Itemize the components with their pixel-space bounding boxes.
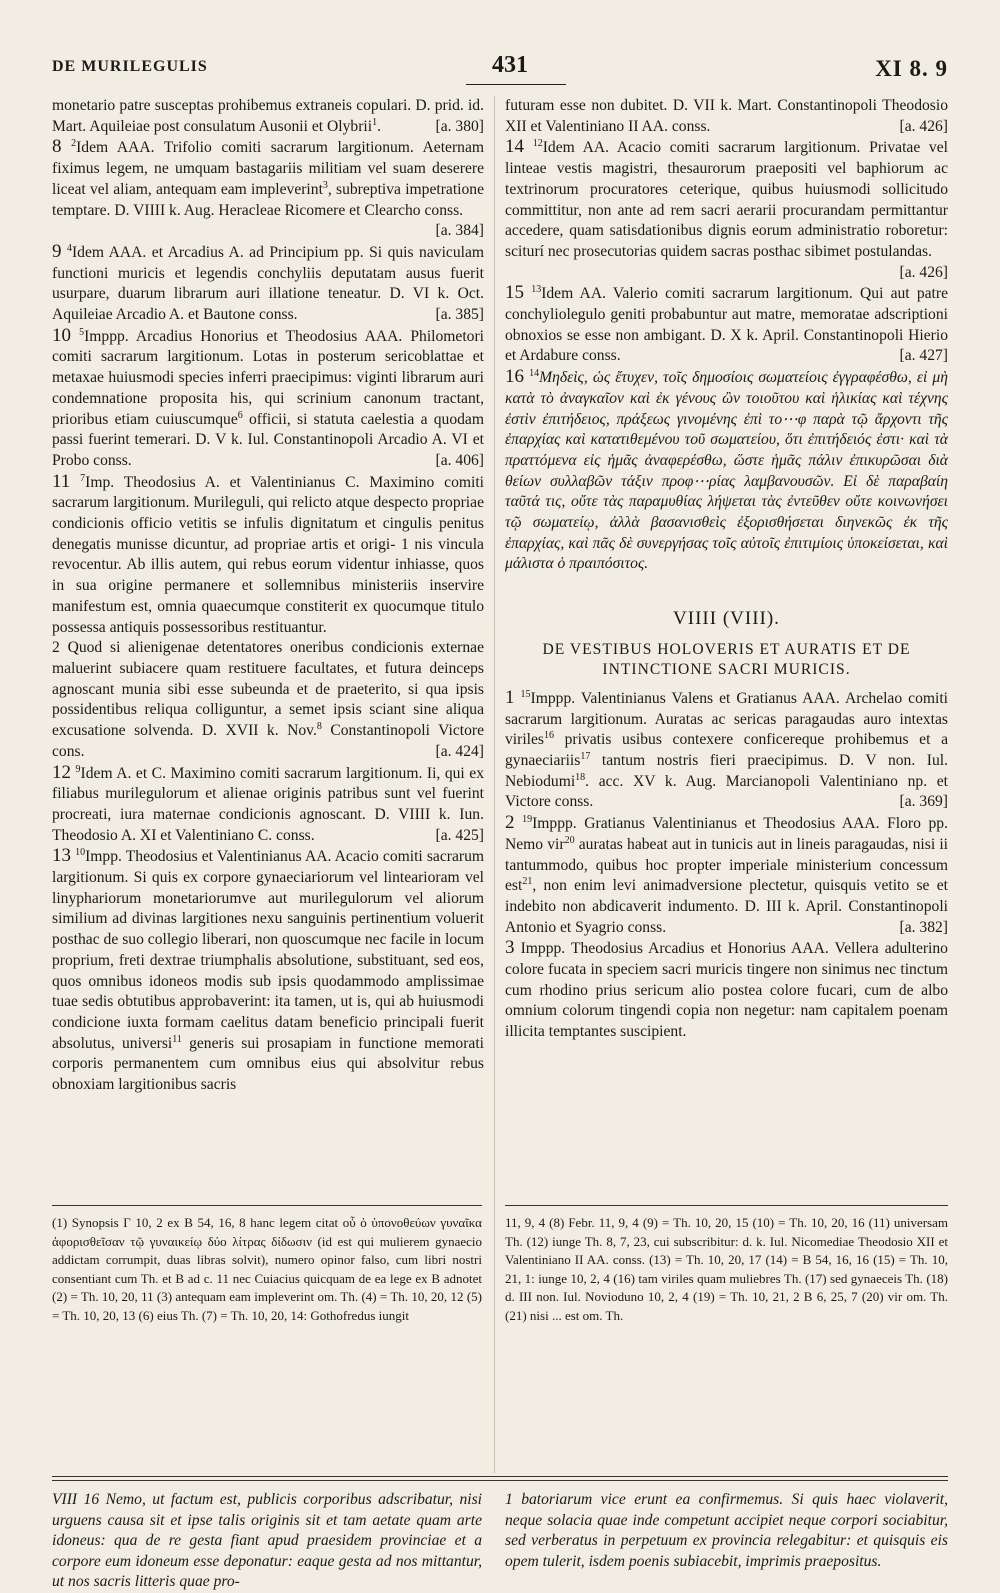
law-14: 14 $^{12}$Idem AA. Acacio comiti sacrarum largitionum. Privatae vel linteae vestis magistri, thesaurorum praepositi vel baphiorum ac textrinorum procuratores ceterique, quibus huiusmodi sollicitudo committitur, non ante ad rem sacri aerarii procurandam permittantur accedere, quam satisdationibus dignis eorum administratio roboretur: sciturí nec prosecutorias quidem sacras posthac sibimet postulandas. [a. 426] [505, 136, 948, 281]
notes-rule-right [505, 1205, 948, 1206]
left-column [52, 96, 484, 1096]
law-11-section-2: 2 Quod si alienigenae detentatores oneribus condicionis externae maluerint subiacere quam restituere facultates, et futura deinceps agnoscant munia sibi esse subeunda et de praeterito, si qua ipsis possidentibus reliqua colliguntur, a semet ipsis sciant sine aliqua excusatione solvenda. D. XVII k. Nov.$^8$ Constantinopoli Victore cons. [a. 424] [52, 639, 484, 760]
law-12: 12 $^9$Idem A. et C. Maximino comiti sacrarum largitionum. Ii, qui ex filiabus murilegulorum et alienae originis patribus sunt vel fuerint procreati, iura maternae condicionis agnoscant. D. VIIII k. Iun. Theodosio A. XI et Valentiniano C. conss. [a. 425] [52, 761, 484, 844]
footnotes-left: (1) Synopsis Γ 10, 2 ex B 54, 16, 8 hanc legem citat οὗ ὁ ὑπονοθεύων γυναῖκα ἀφορισθεῖσαν τῷ γυναικείῳ δύο λίτρας δίδωσιν (id est qui mulierem gynaecio addictam corrumpit, duas libras solvit), numero opinor falso, cum libri nostri consentiant cum Th. et B ad c. 11 nec Cuiacius quicquam de ea lege ex B adnotet (2) = Th. 10, 20, 11 (3) antequam eam impleverint om. Th. (4) = Th. 10, 20, 12 (5) = Th. 10, 20, 13 (6) eius Th. (7) = Th. 10, 20, 14: Gothofredus iungit [52, 1215, 482, 1323]
commentary-rule-top [52, 1476, 948, 1477]
section-title: VIIII (VIII). [673, 608, 780, 630]
section-subtitle: DE VESTIBUS HOLOVERIS ET AURATIS ET DE INTINCTIONE SACRI MURICIS. [542, 640, 911, 678]
law-8: 8 $^2$Idem AAA. Trifolio comiti sacrarum largitionum. Aeternam fiximus legem, ne umquam bastagariis militiam vel suam deserere liceat vel aliam, antequam eam impleverint$^3$, subreptiva impetratione temptare. D. VIIII k. Aug. Heracleae Ricomere et Clearcho conss. [a. 384] [52, 136, 485, 240]
law-16: 16 $^{14}$Μηδεὶς, ὡς ἔτυχεν, τοῖς δημοσίοις σωματείοις ἐγγραφέσθω, εἰ μὴ κατὰ τὸ ἀναγκαῖον καὶ ἐκ γένους ὢν τοιοῦτου καὶ ἡλικίας καὶ τέχνης ἐστὶν ἐπιτήδειος, πράξεως γινομένης ἐπὶ το⋯φ παρὰ τῷ ἄρχοντι τῆς ἐπαρχίας καὶ κατατιθεμένου τοῦ σωματείου, ὅτι ἐπιτήδειός ἐστι· καὶ τὰ πραττόμενα εἰς ἡμᾶς ἀναφερέσθω, ὥστε ἡμᾶς πάλιν ἐπικυρῶσαι διὰ θείων συλλαβῶν τάξιν προφ⋯ρίας λαμβανουσῶν. Εἰ δὲ παραβαίη ταῦτά τις, οὔτε τὰς παραμυθίας λήψεται τὰς ἐντεῦθεν οὔτε κοινωνήσει τῷ σωματείῳ, ἀλλὰ βασανισθεὶς ἐξορισθήσεται διηνεκῶς ἐκ τῆς ἐπαρχίας, καὶ πᾶς δὲ συνεργήσας τοῖς αὐτοῖς ἐπιτιμίοις ὑποκείσεται, καὶ μάλιστα ὁ πραιπόσιτος. [505, 366, 948, 573]
paragraph-continuation-right: futuram esse non dubitet. D. VII k. Mart. Constantinopoli Theodosio XII et Valentiniano II AA. conss. [a. 426] [505, 97, 948, 135]
notes-rule-left [52, 1205, 482, 1206]
running-title: DE MURILEGULIS [52, 58, 208, 75]
law-15: 15 $^{13}$Idem AA. Valerio comiti sacrarum largitionum. Qui aut patre conchyliolegulo geniti probabuntur aut matre, memoratae adscriptioni obnoxios se esse non ambigant. D. X k. April. Constantinopoli Hierio et Ardabure conss. [a. 427] [505, 282, 948, 365]
section-marker: XI 8. 9 [875, 56, 948, 81]
paragraph-continuation: monetario patre susceptas prohibemus extraneis copulari. D. prid. id. Mart. Aquileiae post consulatum Ausonii et Olybrii$^1$. [a. 380] [52, 97, 484, 135]
right-column [505, 96, 948, 1043]
section-law-3: 3 Imppp. Theodosius Arcadius et Honorius AAA. Vellera adulterino colore fucata in speciem sacri muricis tingere non sinimus nec tinctum cum rhodino prius sericum alio postea colore fucari, cum de albo omnium colorum tingendi copia non negetur: nam capitalem poenam illicita temptantes suscipient. [505, 937, 948, 1041]
margin-mark: 1 [401, 535, 409, 553]
section-law-1: 1 $^{15}$Imppp. Valentinianus Valens et Gratianus AAA. Archelao comiti sacrarum largitionum. Auratas ac sericas paragaudas auro intextas viriles$^{16}$ privatis usibus contexere conficereque prohibemus et a gynaeciariis$^{17}$ tantum nostris fieri praecipimus. D. V non. Iul. Nebiodumi$^{18}$. acc. XV k. Aug. Marcianopoli Valentiniano np. et Victore conss. [a. 369] [505, 686, 948, 811]
commentary-rule-bottom [52, 1480, 948, 1481]
footnotes-right: 11, 9, 4 (8) Febr. 11, 9, 4 (9) = Th. 10, 20, 15 (10) = Th. 10, 20, 16 (11) universam Th. (12) iunge Th. 8, 7, 23, cui subscribitur: d. k. Iul. Nicomediae Theodosio XII et Valentiniano II AA. conss. (13) = Th. 10, 20, 17 (14) = B 54, 16, 16 (15) = Th. 10, 21, 1: iunge 10, 2, 4 (16) tam viriles quam muliebres Th. (17) sed gynaeceis Th. (18) d. III non. Iul. Novioduno 10, 2, 4 (19) = Th. 10, 21, 2 B 6, 25, 7 (20) vir om. Th. (21) nisi ... est om. Th. [505, 1215, 948, 1323]
commentary-left: VIII 16 Nemo, ut factum est, publicis corporibus adscribatur, nisi urguens causa sit et ipse talis originis sit et tam aetate quam arte idoneus: qua de re gesta fiant apud praesidem provinciae et a corpore eum idoneum esse deponatur: eaque gesta ad nos mittantur, ut nos sacris litteris quae pro- [52, 1491, 482, 1590]
law-11: 11 $^7$Imp. Theodosius A. et Valentinianus C. Maximino comiti sacrarum largitionum. Murileguli, qui relicto atque despecto propriae condicionis officio vetitis se infulis dignitatum et cingulis penitus denegatis munisse dicuntur, ad propriae artis et origi- 1 nis vincula revocentur. Ab illis autem, qui rebus eorum videntur inhiasse, quos in sua origine permanere et sollemnibus ministeriis inservire manifestum est, omnia quaecumque constiterit ex quocumque titulo possessa antiquis possessoribus restituantur. [52, 470, 484, 636]
law-10: 10 $^5$Imppp. Arcadius Honorius et Theodosius AAA. Philometori comiti sacrarum largitionum. Lotas in posterum sericoblattae et metaxae huiusmodi species inferri praecipimus: viginti librarum auri condemnatione proposita his, qui scrinium canonum tractant, prioribus etiam cuiuscumque$^6$ officii, si statuta caelestia a quodam passi fuerint temerari. D. V k. Iul. Constantinopoli Arcadio A. VI et Probo conss. [a. 406] [52, 324, 484, 469]
column-divider [494, 96, 495, 1473]
page-number: 431 [492, 52, 528, 78]
section-law-2: 2 $^{19}$Imppp. Gratianus Valentinianus et Theodosius AAA. Floro pp. Nemo vir$^{20}$ auratas habeat aut in tunicis aut in lineis paragaudas, nisi ii tantummodo, quibus hoc propter imperiale ministerium concessum est$^{21}$, non enim levi animadversione plectetur, quisquis vetito se et indebito non abdicaverit indumento. D. III k. April. Constantinopoli Antonio et Syagrio conss. [a. 382] [505, 812, 948, 936]
law-13: 13 $^{10}$Impp. Theodosius et Valentinianus AA. Acacio comiti sacrarum largitionum. Si quis ex corpore gynaeciariorum vel lintearioram vel linyphariorum monetariorumve aut murilegulorum vel aliorum similium ad divinas largitiones nexu sanguinis pertinentium voluerit posthac de suo collegio liberari, non quoscumque nec facile in locum proprium, freti dextrae triumphalis absolutione, substituant, sed eos, quos omnibus idoneos modis sub ipsis quodammodo amplissimae tuae sedis obtutibus approbaverint: ita tamen, ut is, qui ab huiusmodi condicione iuxta formam caelitus datam beneficio principali fuerit absolutus, universi$^{11}$ generis sui prosapiam in functione memorati corporis permanentem cum omnibus eius qui absolvitur rebus obnoxiam largitionibus sacris [52, 845, 484, 1094]
header-rule [466, 84, 566, 85]
running-header [52, 52, 948, 86]
law-9: 9 $^4$Idem AAA. et Arcadius A. ad Principium pp. Si quis naviculam functioni muricis et legendis conchyliis deputatam ausus fuerit usurpare, duarum librarum auri illatione teneatur. D. VI k. Oct. Aquileiae Arcadio A. et Bautone conss. [a. 385] [52, 240, 485, 324]
commentary-right: 1 batoriarum vice erunt ea confirmemus. Si quis haec violaverit, neque solacia quae inde competunt accipiet neque corpori sociabitur, sed verberatus in perpetuum ex provincia relegabitur: et quisquis eis opem tulerit, isdem poenis subiacebit, imprimis praepositus. [505, 1491, 948, 1570]
